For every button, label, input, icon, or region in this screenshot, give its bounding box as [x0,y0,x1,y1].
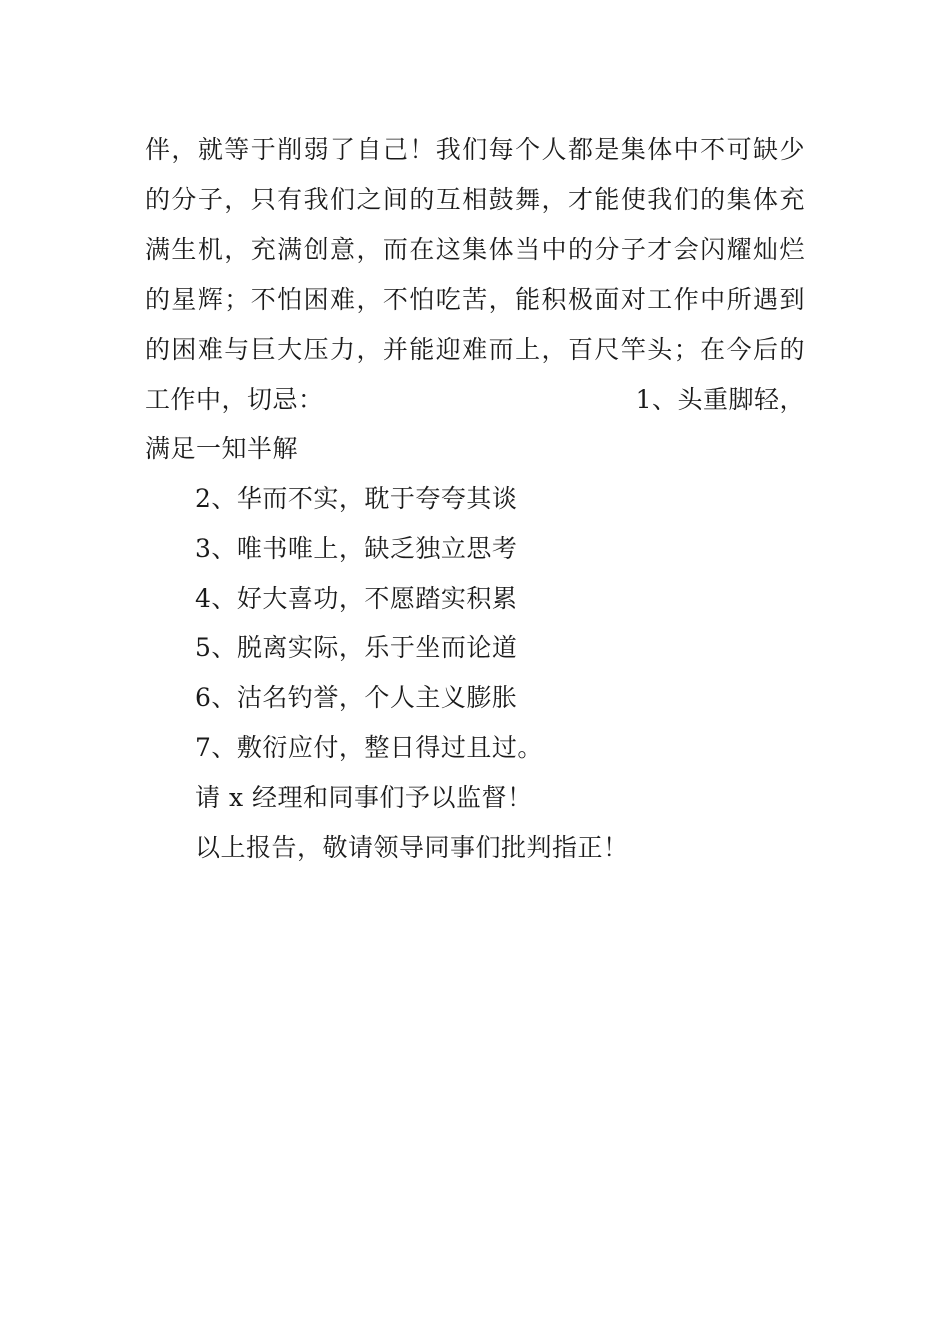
list-item-3: 3、唯书唯上，缺乏独立思考 [195,534,518,563]
list-item-1: 1、头重脚轻， [635,385,805,414]
list-item-4: 4、好大喜功，不愿踏实积累 [195,584,518,613]
list-item-5: 5、脱离实际，乐于坐而论道 [195,633,518,662]
closing-report: 以上报告，敬请领导同事们批判指正！ [195,833,629,862]
paragraph-line-4: 的星辉；不怕困难，不怕吃苦，能积极面对工作中所遇到 [145,285,805,314]
paragraph-line-7: 满足一知半解 [145,434,299,463]
closing-supervision: 请 x 经理和同事们予以监督！ [195,783,533,812]
paragraph-line-5: 的困难与巨大压力，并能迎难而上，百尺竿头；在今后的 [145,335,805,364]
list-item-7: 7、敷衍应付，整日得过且过。 [195,733,543,762]
paragraph-line-6 [145,383,805,417]
paragraph-line-2: 的分子，只有我们之间的互相鼓舞，才能使我们的集体充 [145,185,805,214]
list-item-2: 2、华而不实，耽于夸夸其谈 [195,484,518,513]
list-item-6: 6、沽名钓誉，个人主义膨胀 [195,683,518,712]
paragraph-line-3: 满生机，充满创意，而在这集体当中的分子才会闪耀灿烂 [145,235,805,264]
paragraph-line-6-left: 工作中，切忌： [145,385,324,414]
paragraph-line-1: 伴，就等于削弱了自己！我们每个人都是集体中不可缺少 [145,135,805,164]
